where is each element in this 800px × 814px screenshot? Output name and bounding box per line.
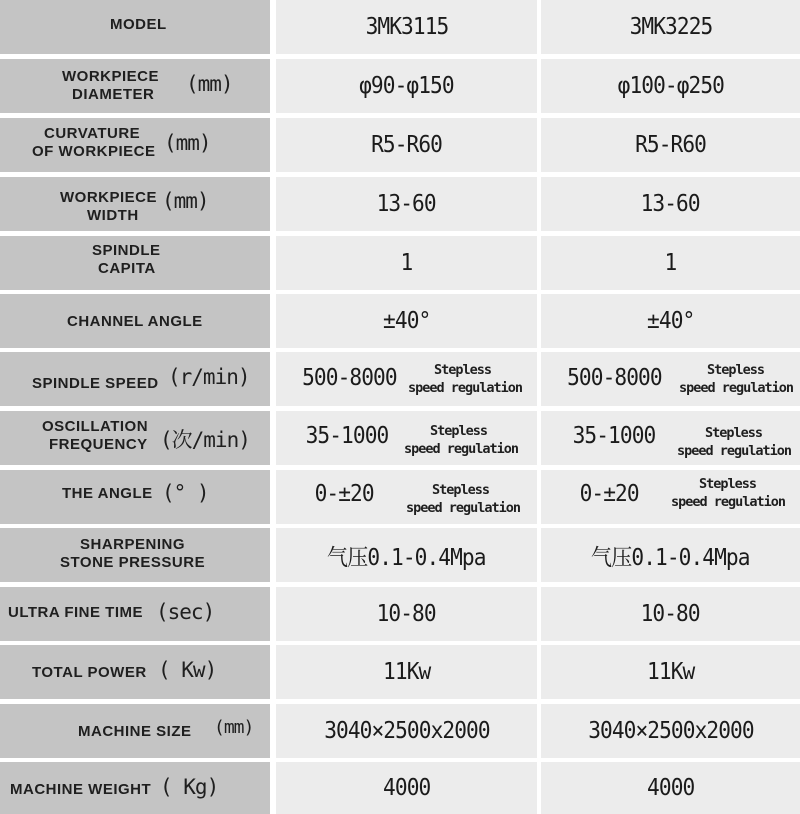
spec-row-ultra-fine-time (0, 587, 800, 641)
value-text: 4000 (646, 775, 695, 801)
value-cell-3mk3225 (541, 352, 800, 406)
note-line1: Stepless (432, 482, 490, 498)
value-text: R5-R60 (371, 132, 442, 158)
value-text: 气压0.1-0.4Mpa (327, 544, 486, 571)
value-text: R5-R60 (635, 132, 706, 158)
spec-row-stone-pressure (0, 528, 800, 582)
note-line1: Stepless (699, 476, 757, 492)
value-text: 13-60 (376, 191, 437, 217)
value-cell-3mk3115 (276, 411, 537, 465)
note-line1: Stepless (430, 423, 488, 439)
spec-row-channel-angle (0, 294, 800, 348)
row-label-cell (0, 704, 270, 758)
row-label-line1: OSCILLATION (42, 418, 149, 435)
spec-row-oscillation-frequency (0, 411, 800, 465)
row-label-line2: DIAMETER (72, 86, 155, 103)
row-label: ULTRA FINE TIME (8, 604, 143, 621)
value-text: 0-±20 (579, 481, 639, 507)
spec-row-the-angle (0, 470, 800, 524)
value-text: 3040×2500x2000 (323, 718, 490, 744)
note-line1: Stepless (707, 362, 765, 378)
row-unit: ( Kw) (158, 658, 217, 682)
note-line1: Stepless (434, 362, 492, 378)
row-label: MACHINE SIZE (78, 723, 192, 740)
value-text: 500-8000 (302, 365, 397, 391)
value-text: 500-8000 (567, 365, 662, 391)
value-cell-3mk3225 (541, 0, 800, 54)
value-text: 3MK3115 (365, 14, 448, 40)
row-unit: (次/min) (160, 428, 250, 452)
row-label-line2: WIDTH (87, 207, 139, 224)
value-text: ±40° (382, 308, 431, 334)
row-label: THE ANGLE (62, 485, 153, 502)
row-unit: (° ) (162, 481, 209, 505)
row-label-cell (0, 177, 270, 231)
value-cell-3mk3225 (541, 587, 800, 641)
row-label-cell (0, 587, 270, 641)
value-cell-3mk3115 (276, 587, 537, 641)
value-text: 10-80 (376, 601, 437, 627)
value-cell-3mk3225 (541, 762, 800, 814)
row-label: TOTAL POWER (32, 664, 147, 681)
spec-row-workpiece-width (0, 177, 800, 231)
row-unit: (mm) (164, 131, 211, 155)
value-text: φ90-φ150 (359, 73, 454, 99)
row-unit: ( Kg) (160, 775, 219, 799)
value-cell-3mk3115 (276, 0, 537, 54)
value-text: 1 (664, 250, 677, 276)
spec-row-total-power (0, 645, 800, 699)
row-label-cell (0, 411, 270, 465)
value-text: 4000 (382, 775, 431, 801)
row-label-cell (0, 236, 270, 290)
value-cell-3mk3225 (541, 236, 800, 290)
row-label-cell (0, 645, 270, 699)
row-unit: (mm) (214, 717, 254, 738)
value-cell-3mk3115 (276, 645, 537, 699)
value-text: 35-1000 (305, 423, 389, 449)
row-unit: (sec) (156, 600, 215, 624)
value-cell-3mk3225 (541, 59, 800, 113)
value-cell-3mk3115 (276, 59, 537, 113)
value-text: 13-60 (640, 191, 701, 217)
note-line2: speed regulation (408, 380, 523, 396)
value-text: 3040×2500x2000 (587, 718, 754, 744)
value-cell-3mk3115 (276, 294, 537, 348)
value-cell-3mk3115 (276, 704, 537, 758)
row-label-cell (0, 352, 270, 406)
value-cell-3mk3115 (276, 352, 537, 406)
row-label-line1: CURVATURE (44, 125, 141, 142)
value-text: φ100-φ250 (617, 73, 724, 99)
value-cell-3mk3225 (541, 118, 800, 172)
value-text: 35-1000 (572, 423, 656, 449)
spec-row-curvature (0, 118, 800, 172)
row-label-line1: SHARPENING (80, 536, 186, 553)
value-cell-3mk3115 (276, 762, 537, 814)
note-line2: speed regulation (677, 443, 792, 459)
spec-row-machine-weight (0, 762, 800, 814)
row-label-cell (0, 118, 270, 172)
value-cell-3mk3225 (541, 528, 800, 582)
value-text: 3MK3225 (629, 14, 712, 40)
value-cell-3mk3225 (541, 294, 800, 348)
row-label: SPINDLE SPEED (32, 375, 159, 392)
spec-row-model (0, 0, 800, 54)
row-label-line2: CAPITA (98, 260, 156, 277)
row-unit: (r/min) (168, 365, 250, 389)
row-label: MODEL (110, 16, 167, 33)
note-line2: speed regulation (404, 441, 519, 457)
row-label: CHANNEL ANGLE (67, 313, 203, 330)
row-label-cell (0, 294, 270, 348)
row-label-cell (0, 762, 270, 814)
spec-row-spindle-capita (0, 236, 800, 290)
value-cell-3mk3115 (276, 177, 537, 231)
spec-row-machine-size (0, 704, 800, 758)
value-text: 11Kw (646, 659, 695, 685)
row-unit: (mm) (162, 189, 209, 213)
row-label: MACHINE WEIGHT (10, 781, 152, 798)
value-cell-3mk3115 (276, 470, 537, 524)
row-label-cell (0, 470, 270, 524)
value-cell-3mk3115 (276, 528, 537, 582)
value-cell-3mk3225 (541, 704, 800, 758)
row-label-line1: WORKPIECE (60, 189, 158, 206)
row-label-cell (0, 528, 270, 582)
value-cell-3mk3225 (541, 470, 800, 524)
value-cell-3mk3225 (541, 411, 800, 465)
value-text: 0-±20 (314, 481, 374, 507)
note-line2: speed regulation (679, 380, 794, 396)
note-line1: Stepless (705, 425, 763, 441)
value-text: 10-80 (640, 601, 701, 627)
spec-row-workpiece-diameter (0, 59, 800, 113)
value-text: ±40° (646, 308, 695, 334)
value-cell-3mk3115 (276, 118, 537, 172)
row-label-cell (0, 0, 270, 54)
row-label-line2: STONE PRESSURE (60, 554, 206, 571)
value-cell-3mk3115 (276, 236, 537, 290)
value-cell-3mk3225 (541, 177, 800, 231)
row-label-line2: OF WORKPIECE (32, 143, 156, 160)
value-cell-3mk3225 (541, 645, 800, 699)
value-text: 11Kw (382, 659, 431, 685)
value-text: 1 (400, 250, 413, 276)
value-text: 气压0.1-0.4Mpa (591, 544, 750, 571)
note-line2: speed regulation (406, 500, 521, 516)
row-label-line1: SPINDLE (92, 242, 161, 259)
spec-row-spindle-speed (0, 352, 800, 406)
row-label-line1: WORKPIECE (62, 68, 160, 85)
note-line2: speed regulation (671, 494, 786, 510)
row-unit: (mm) (186, 72, 233, 96)
row-label-cell (0, 59, 270, 113)
row-label-line2: FREQUENCY (49, 436, 148, 453)
